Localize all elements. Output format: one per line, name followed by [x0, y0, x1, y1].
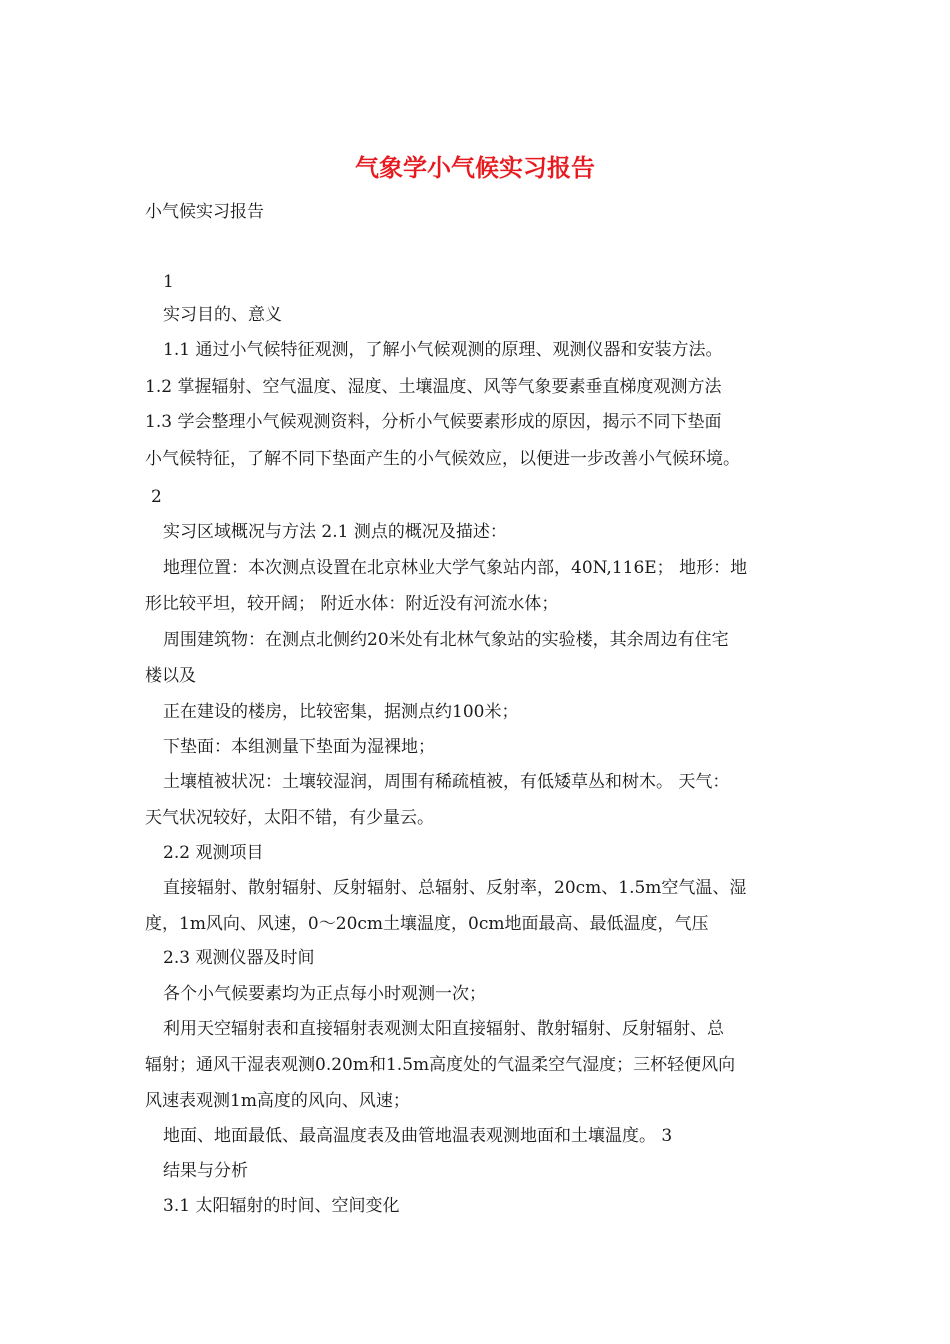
section-heading: 实习目的、意义 [163, 305, 282, 325]
paragraph-line: 天气状况较好，太阳不错，有少量云。 [145, 808, 434, 828]
paragraph-line: 周围建筑物：在测点北侧约20米处有北林气象站的实验楼，其余周边有住宅 [163, 630, 729, 650]
paragraph-line: 1.2 掌握辐射、空气温度、湿度、土壤温度、风等气象要素垂直梯度观测方法 [145, 377, 722, 397]
paragraph-line: 楼以及 [145, 666, 196, 686]
paragraph-line: 1.1 通过小气候特征观测，了解小气候观测的原理、观测仪器和安装方法。 [163, 340, 723, 360]
section-heading: 实习区域概况与方法 2.1 测点的概况及描述： [163, 522, 507, 542]
document-title: 气象学小气候实习报告 [355, 154, 595, 182]
section-heading: 3.1 太阳辐射的时间、空间变化 [163, 1196, 400, 1216]
paragraph-line: 风速表观测1m高度的风向、风速； [145, 1091, 410, 1111]
paragraph-line: 下垫面：本组测量下垫面为湿裸地； [163, 737, 435, 757]
section-number: 1 [163, 272, 174, 292]
paragraph-line: 正在建设的楼房，比较密集，据测点约100米； [163, 702, 519, 722]
section-number: 2 [151, 487, 162, 507]
paragraph-line: 地面、地面最低、最高温度表及曲管地温表观测地面和土壤温度。 3 [163, 1126, 673, 1146]
paragraph-line: 利用天空辐射表和直接辐射表观测太阳直接辐射、散射辐射、反射辐射、总 [163, 1019, 724, 1039]
section-heading: 2.3 观测仪器及时间 [163, 948, 315, 968]
paragraph-line: 直接辐射、散射辐射、反射辐射、总辐射、反射率，20cm、1.5m空气温、湿 [163, 878, 747, 898]
paragraph-line: 辐射；通风干湿表观测0.20m和1.5m高度处的气温柔空气湿度；三杯轻便风向 [145, 1055, 736, 1075]
paragraph-line: 小气候特征，了解不同下垫面产生的小气候效应，以便进一步改善小气候环境。 [145, 449, 740, 469]
paragraph-line: 度，1m风向、风速，0～20cm土壤温度，0cm地面最高、最低温度，气压 [145, 914, 709, 934]
paragraph-line: 土壤植被状况：土壤较湿润，周围有稀疏植被，有低矮草丛和树木。 天气： [163, 772, 730, 792]
section-heading: 结果与分析 [163, 1161, 248, 1181]
paragraph-line: 各个小气候要素均为正点每小时观测一次； [163, 984, 486, 1004]
paragraph-line: 1.3 学会整理小气候观测资料，分析小气候要素形成的原因，揭示不同下垫面 [145, 412, 722, 432]
paragraph-line: 地理位置：本次测点设置在北京林业大学气象站内部，40N,116E； 地形：地 [163, 558, 748, 578]
subtitle-line: 小气候实习报告 [145, 202, 264, 222]
paragraph-line: 形比较平坦，较开阔； 附近水体：附近没有河流水体； [145, 594, 559, 614]
section-heading: 2.2 观测项目 [163, 843, 264, 863]
